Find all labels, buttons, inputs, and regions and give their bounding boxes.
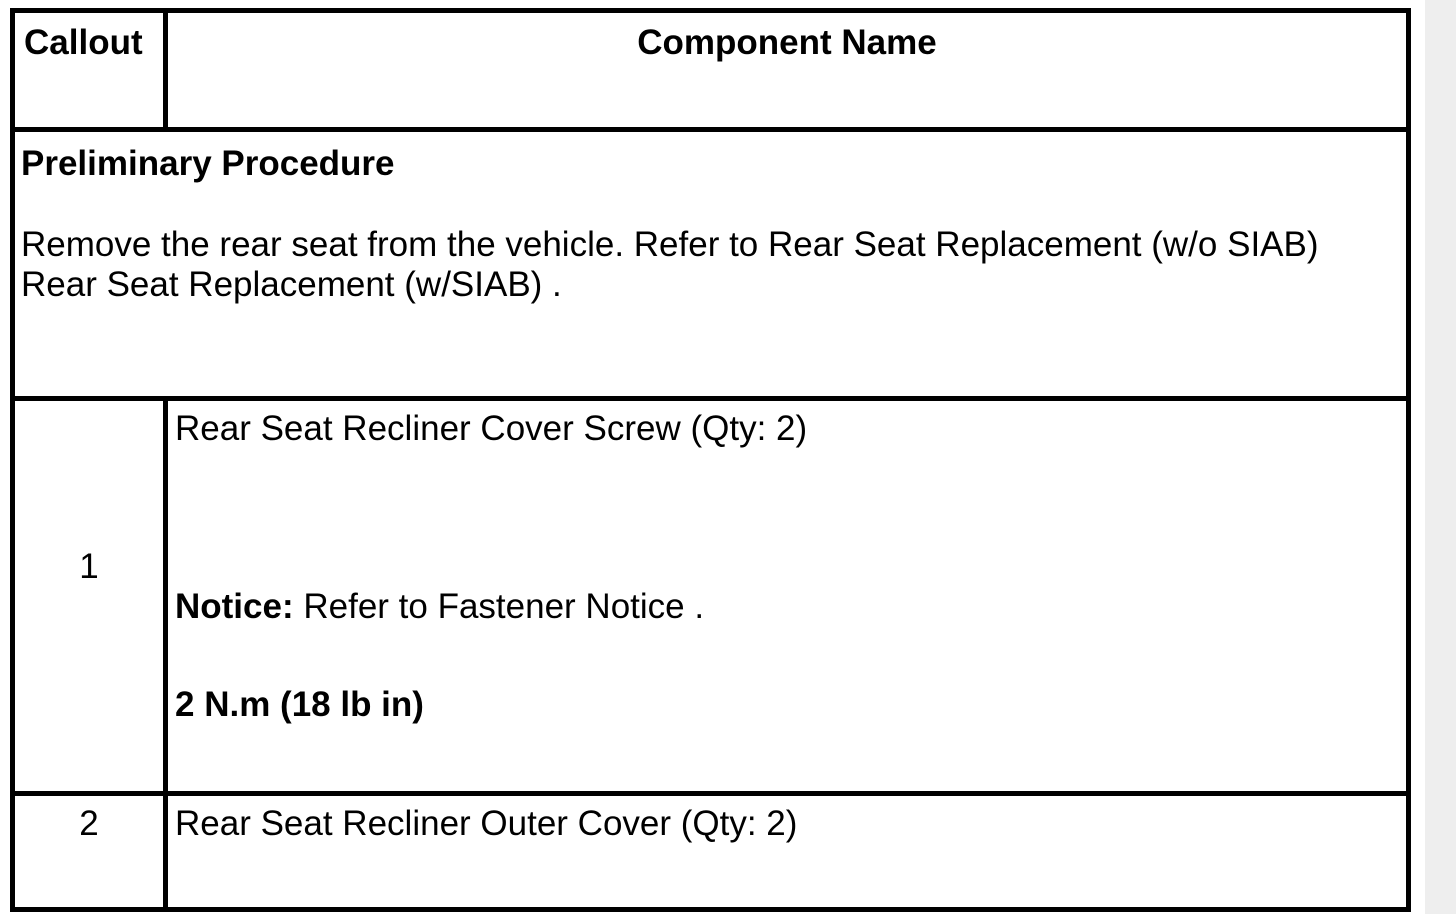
preliminary-procedure-title: Preliminary Procedure — [21, 144, 395, 183]
component-name-cell — [166, 794, 1409, 910]
notice-text: Refer to Fastener Notice . — [293, 587, 705, 626]
callout-number: 2 — [79, 804, 99, 843]
header-component-name: Component Name — [166, 11, 1409, 130]
notice-line — [175, 587, 1406, 627]
component-name: Rear Seat Recliner Cover Screw (Qty: 2) — [175, 409, 808, 448]
procedure-table — [10, 8, 1411, 912]
torque-spec: 2 N.m (18 lb in) — [175, 685, 424, 724]
table-row — [13, 794, 1409, 910]
preliminary-procedure-row — [13, 130, 1409, 399]
table-row — [13, 399, 1409, 794]
component-name-cell — [166, 399, 1409, 794]
callout-cell — [13, 794, 166, 910]
header-callout: Callout — [13, 11, 166, 130]
preliminary-procedure-text: Remove the rear seat from the vehicle. Refer to Rear Seat Replacement (w/o SIAB) Rear Seat Replacement (w/SIAB) . — [21, 225, 1319, 304]
preliminary-procedure-cell — [13, 130, 1409, 399]
table-header-row — [13, 11, 1409, 130]
callout-cell — [13, 399, 166, 794]
right-margin-strip — [1425, 0, 1456, 914]
component-name: Rear Seat Recliner Outer Cover (Qty: 2) — [175, 804, 798, 843]
callout-number: 1 — [79, 547, 99, 586]
notice-label: Notice: — [175, 587, 294, 626]
